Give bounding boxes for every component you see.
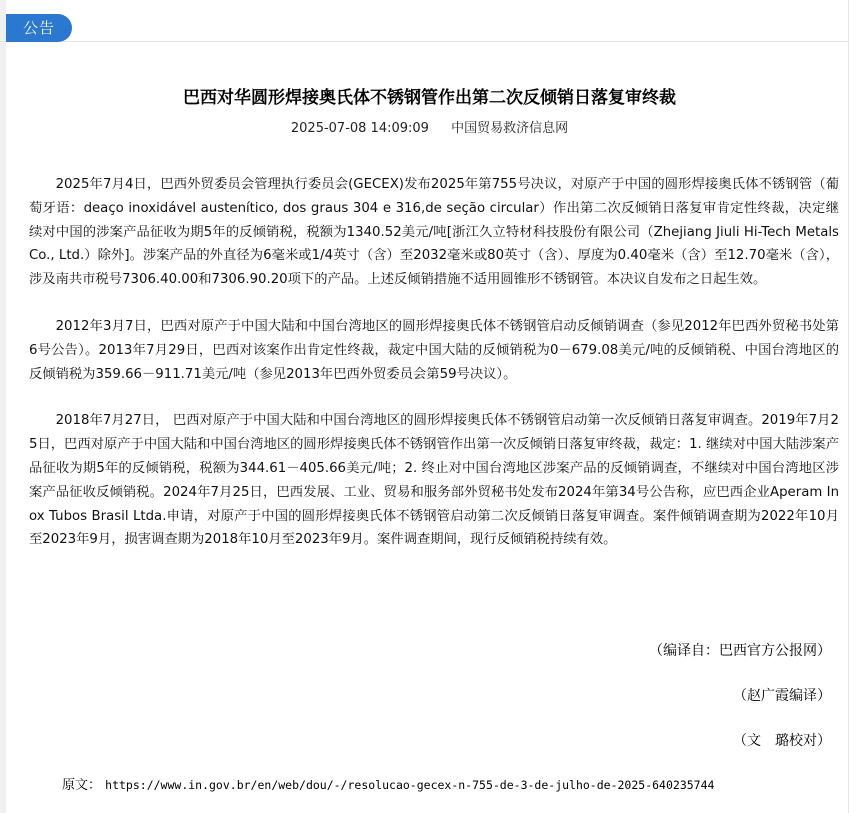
article-meta xyxy=(0,120,859,138)
article-title: 巴西对华圆形焊接奥氏体不锈钢管作出第二次反倾销日落复审终裁 xyxy=(183,88,676,108)
source-url-link[interactable]: https://www.in.gov.br/en/web/dou/-/resolucao-gecex-n-755-de-3-de-julho-de-2025-640235744 xyxy=(105,778,715,792)
source-site: 中国贸易救济信息网 xyxy=(451,121,569,136)
paragraph-1: 2025年7月4日，巴西外贸委员会管理执行委员会(GECEX)发布2025年第755号决议，对原产于中国的圆形焊接奥氏体不锈钢管（葡萄牙语：deaço inoxidável austenítico, dos graus 304 e 316,de seção circular）作出第二次反倾销日落复审肯定性终裁，决定继续对中国的涉案产品征收为期5年的反倾销税，税额为1340.52美元/吨[浙江久立特材科技股份有限公司（Zhejiang Jiuli Hi-Tech Metals Co., Ltd.）除外]。涉案产品的外直径为6毫米或1/4英寸（含）至2032毫米或80英寸（含）、厚度为0.40毫米（含）至12.70毫米（含），涉及南共市税号7306.40.00和7306.90.20项下的产品。上述反倾销措施不适用圆锥形不锈钢管。本决议自发布之日起生效。 xyxy=(29,177,839,288)
source-label: 原文： xyxy=(62,778,102,793)
translator-credit: （赵广霞编译） xyxy=(733,688,831,704)
compiled-from: （编译自：巴西官方公报网） xyxy=(649,643,831,659)
announcement-tab[interactable]: 公告 xyxy=(6,14,72,42)
source-line xyxy=(62,775,714,796)
paragraph-3: 2018年7月27日， 巴西对原产于中国大陆和中国台湾地区的圆形焊接奥氏体不锈钢管启动第一次反倾销日落复审调查。2019年7月25日，巴西对原产于中国大陆和中国台湾地区的圆形焊接奥氏体不锈钢管作出第一次反倾销日落复审终裁，裁定：1. 继续对中国大陆涉案产品征收为期5年的反倾销税，税额为344.61－405.66美元/吨；2. 终止对中国台湾地区涉案产品的反倾销调查，不继续对中国台湾地区涉案产品征收反倾销税。2024年7月25日，巴西发展、工业、贸易和服务部外贸秘书处发布2024年第34号公告称，应巴西企业Aperam Inox Tubos Brasil Ltda.申请，对原产于中国的圆形焊接奥氏体不锈钢管启动第二次反倾销日落复审调查。案件倾销调查期为2022年10月至2023年9月，损害调查期为2018年10月至2023年9月。案件调查期间，现行反倾销税持续有效。 xyxy=(29,413,839,548)
paragraph-2: 2012年3月7日，巴西对原产于中国大陆和中国台湾地区的圆形焊接奥氏体不锈钢管启动反倾销调查（参见2012年巴西外贸秘书处第6号公告）。2013年7月29日，巴西对该案作出肯定性终裁，裁定中国大陆的反倾销税为0－679.08美元/吨的反倾销税、中国台湾地区的反倾销税为359.66－911.71美元/吨（参见2013年巴西外贸委员会第59号决议）。 xyxy=(29,318,839,382)
header-divider xyxy=(0,41,848,42)
article-body xyxy=(29,173,839,575)
proofreader-credit: （文 璐校对） xyxy=(733,733,831,749)
publish-datetime: 2025-07-08 14:09:09 xyxy=(290,121,429,136)
